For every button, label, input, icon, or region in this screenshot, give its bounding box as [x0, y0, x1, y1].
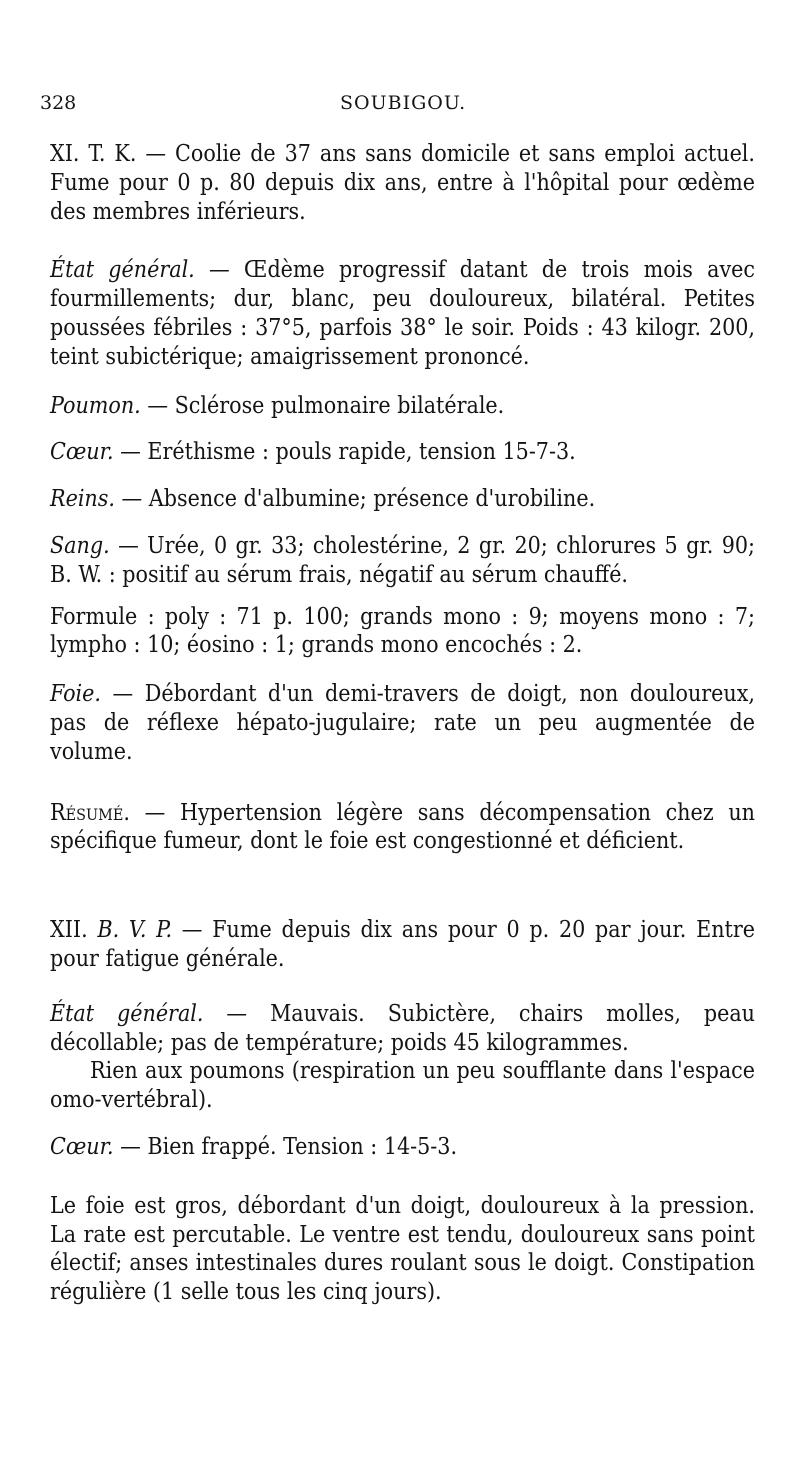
case-11-intro-paragraph	[50, 140, 755, 226]
case-12-poumons-paragraph	[50, 1057, 755, 1115]
page-header	[40, 92, 760, 122]
sang-text: — Urée, 0 gr. 33; cholestérine, 2 gr. 20; chlorures 5 gr. 90; B. W. : positif au sérum frais, négatif au sérum chauffé.	[50, 532, 755, 588]
case-11-intro-text: — Coolie de 37 ans sans domicile et sans emploi actuel. Fume pour 0 p. 80 depuis dix ans, entre à l'hôpital pour œdème des membres inférieurs.	[50, 141, 755, 225]
sang-label: Sang.	[50, 532, 110, 559]
foie-text: Le foie est gros, débordant d'un doigt, douloureux à la pression. La rate est percutable. Le ventre est tendu, douloureux sans point électif; anses intestinales dures roulant sous le doigt. Constipation régulière (1 selle tous les cinq jours).	[50, 1192, 755, 1306]
case-11-foie-paragraph	[50, 680, 755, 766]
page-body	[50, 140, 755, 1307]
page-number: 328	[40, 92, 77, 114]
reins-text: — Absence d'albumine; présence d'urobiline.	[114, 486, 596, 513]
foie-text: — Débordant d'un demi-travers de doigt, non douloureux, pas de réflexe hépato-jugulaire; rate un peu augmentée de volume.	[50, 681, 755, 765]
case-12-intro-text: — Fume depuis dix ans pour 0 p. 20 par jour. Entre pour fatigue générale.	[50, 917, 755, 972]
resume-label: Résumé.	[50, 799, 130, 826]
coeur-text: — Bien frappé. Tension : 14-5-3.	[113, 1133, 458, 1160]
case-12-coeur-paragraph	[50, 1133, 755, 1162]
case-12-etat-paragraph	[50, 1000, 755, 1058]
resume-text: — Hypertension légère sans décompensation chez un spécifique fumeur, dont le foie est congestionné et déficient.	[50, 799, 755, 855]
coeur-text: — Eréthisme : pouls rapide, tension 15-7-3.	[113, 439, 576, 466]
case-11-label: XI. T. K.	[50, 141, 137, 167]
case-11-resume-paragraph	[50, 799, 755, 857]
running-title: SOUBIGOU.	[340, 92, 467, 114]
case-11-etat-paragraph	[50, 256, 755, 371]
case-12-number: XII.	[50, 917, 98, 944]
case-12-initials: B. V. P.	[97, 917, 173, 944]
poumons-text: Rien aux poumons (respiration un peu soufflante dans l'espace omo-vertébral).	[50, 1058, 755, 1114]
case-11-reins-paragraph	[50, 485, 755, 514]
etat-general-label: État général.	[50, 1000, 204, 1027]
coeur-label: Cœur.	[50, 439, 114, 466]
poumon-text: — Sclérose pulmonaire bilatérale.	[140, 392, 505, 419]
case-12-intro-paragraph	[50, 916, 755, 974]
formule-text: Formule : poly : 71 p. 100; grands mono : 9; moyens mono : 7; lympho : 10; éosino : 1; grands mono encochés : 2.	[50, 603, 755, 659]
etat-general-label: État général.	[50, 257, 195, 284]
case-11-coeur-paragraph	[50, 438, 755, 467]
foie-label: Foie.	[50, 681, 101, 708]
reins-label: Reins.	[50, 486, 115, 513]
coeur-label: Cœur.	[50, 1133, 114, 1160]
case-11-formule-paragraph	[50, 603, 755, 661]
case-12-foie-paragraph	[50, 1192, 755, 1307]
case-11-poumon-paragraph	[50, 392, 755, 421]
poumon-label: Poumon.	[50, 392, 141, 419]
etat-general-text: — Œdème progressif datant de trois mois avec fourmillements; dur, blanc, peu douloureux, bilatéral. Petites poussées fébriles : 37°5, parfois 38° le soir. Poids : 43 kilogr. 200, teint subictérique; amaigrissement prononcé.	[50, 257, 755, 370]
case-11-sang-paragraph	[50, 532, 755, 590]
etat-general-text: — Mauvais. Subictère, chairs molles, peau décollable; pas de température; poids 45 kilogrammes.	[50, 1000, 756, 1056]
